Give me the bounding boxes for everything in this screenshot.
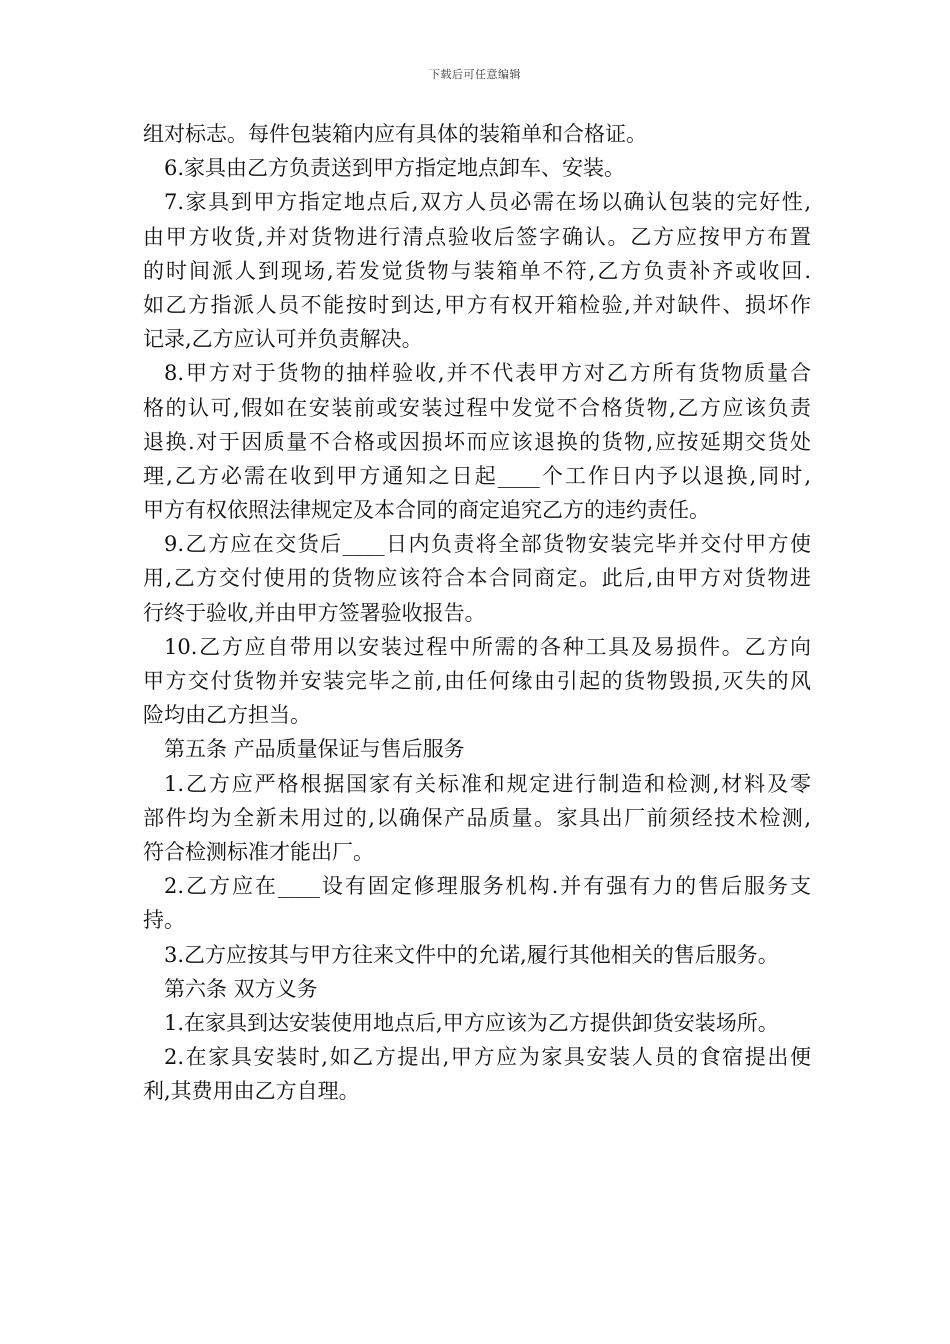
text-line: 8.甲方对于货物的抽样验收,并不代表甲方对乙方所有货物质量合: [164, 361, 811, 386]
text-line: 险均由乙方担当。: [143, 703, 311, 728]
text-line: 1.在家具到达安装使用地点后,甲方应该为乙方提供卸货安装场所。: [164, 1010, 779, 1035]
text-line: 记录,乙方应认可并负责解决。: [143, 327, 423, 352]
text-line: 用,乙方交付使用的货物应该符合本合同商定。此后,由甲方对货物进: [143, 566, 811, 591]
text-line: 行终于验收,并由甲方签署验收报告。: [143, 600, 486, 625]
text-line: 利,其费用由乙方自理。: [143, 1079, 360, 1104]
text-line: 6.家具由乙方负责送到甲方指定地点卸车、安装。: [164, 156, 626, 181]
contract-body: [143, 117, 811, 1108]
text-line: 理,乙方必需在收到甲方通知之日起____个工作日内予以退换,同时,: [143, 463, 811, 488]
text-line: 甲方交付货物并安装完毕之前,由任何缘由引起的货物毁损,灭失的风: [143, 669, 811, 693]
text-line: 10.乙方应自带用以安装过程中所需的各种工具及易损件。乙方向: [164, 634, 811, 659]
text-line: 退换.对于因质量不合格或因损坏而应该退换的货物,应按延期交货处: [143, 429, 811, 454]
text-line: 符合检测标准才能出厂。: [143, 839, 374, 864]
text-line: 如乙方指派人员不能按时到达,甲方有权开箱检验,并对缺件、损坏作: [143, 292, 811, 317]
text-line: 组对标志。每件包装箱内应有具体的装箱单和合格证。: [143, 122, 647, 146]
text-line: 7.家具到甲方指定地点后,双方人员必需在场以确认包装的完好性,: [164, 190, 811, 215]
text-line: 格的认可,假如在安装前或安装过程中发觉不合格货物,乙方应该负责: [143, 395, 811, 420]
text-line: 甲方有权依照法律规定及本合同的商定追究乙方的违约责任。: [143, 498, 710, 523]
text-line: 第六条 双方义务: [164, 976, 318, 1001]
text-line: 2.乙方应在____设有固定修理服务机构.并有强有力的售后服务支: [164, 874, 811, 899]
text-line: 3.乙方应按其与甲方往来文件中的允诺,履行其他相关的售后服务。: [164, 942, 779, 967]
text-line: 的时间派人到现场,若发觉货物与装箱单不符,乙方负责补齐或收回.: [143, 258, 811, 283]
text-line: 部件均为全新未用过的,以确保产品质量。家具出厂前须经技术检测,: [143, 805, 811, 830]
text-line: 第五条 产品质量保证与售后服务: [164, 737, 465, 762]
text-line: 由甲方收货,并对货物进行清点验收后签字确认。乙方应按甲方布置: [143, 224, 811, 249]
text-line: 持。: [143, 908, 185, 933]
text-line: 9.乙方应在交货后____日内负责将全部货物安装完毕并交付甲方使: [164, 532, 811, 557]
text-line: 1.乙方应严格根据国家有关标准和规定进行制造和检测,材料及零: [164, 771, 811, 796]
header-note: 下载后可任意编辑: [429, 68, 521, 81]
text-line: 2.在家具安装时,如乙方提出,甲方应为家具安装人员的食宿提出便: [164, 1045, 811, 1070]
